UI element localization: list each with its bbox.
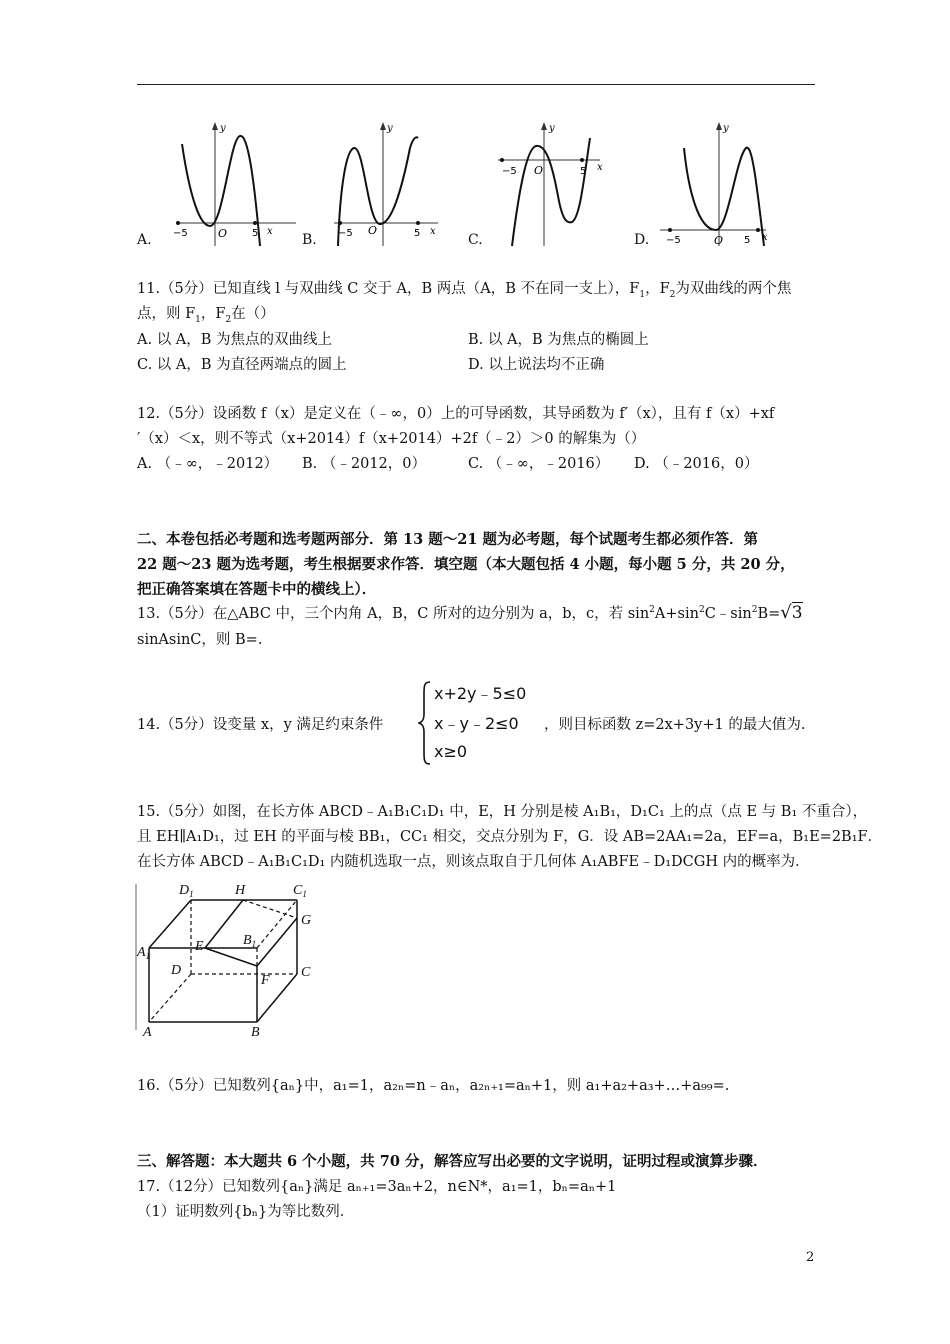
- q12-option-c: C. （﹣∞，﹣2016）: [468, 456, 610, 472]
- label-d1: $D_1$: [179, 883, 194, 899]
- axis-y-label: y: [549, 123, 555, 134]
- graph-a: [168, 118, 303, 250]
- q15-line2: 且 EH∥A₁D₁，过 EH 的平面与棱 BB₁，CC₁ 相交，交点分别为 F，G．设 AB=2AA₁=2a，EF=a，B₁E=2B₁F．: [137, 829, 883, 845]
- q14-prefix: 14.（5分）设变量 x，y 满足约束条件: [137, 717, 384, 733]
- q11-option-a: A. 以 A，B 为焦点的双曲线上: [137, 332, 333, 348]
- q11-option-b: B. 以 A，B 为焦点的椭圆上: [468, 332, 649, 348]
- sqrt-symbol: √: [780, 602, 792, 623]
- graph-b: [330, 118, 465, 250]
- label-c1: $C_1$: [293, 883, 307, 899]
- tick-neg5: −5: [173, 228, 188, 239]
- q12-option-a: A. （﹣∞，﹣2012）: [137, 456, 279, 472]
- origin-label: O: [368, 224, 378, 237]
- graph-label-d: D.: [634, 232, 650, 248]
- q13-line1: 13.（5分）在△ABC 中，三个内角 A，B，C 所对的边分别为 a，b，c，若 $\sin^2A+\sin^2C﹣\sin^2B=√3$: [137, 602, 803, 623]
- q16-text: 16.（5分）已知数列{aₙ}中，a₁=1，a₂ₙ=n﹣aₙ，a₂ₙ₊₁=aₙ+1，则 a₁+a₂+a₃+…+a₉₉=.: [137, 1078, 730, 1094]
- label-d: D: [171, 963, 182, 978]
- axis-x-label: x: [430, 226, 436, 237]
- axis-x-label: x: [762, 232, 768, 243]
- sqrt-argument: 3: [791, 603, 803, 623]
- tick-pos5: 5: [414, 228, 421, 239]
- label-c: C: [301, 965, 311, 980]
- q12-option-b: B. （﹣2012，0）: [302, 456, 427, 472]
- section2-heading-line1: 二、本卷包括必考题和选考题两部分．第 13 题～21 题为必考题，每个试题考生都必须作答．第: [137, 531, 758, 548]
- tick-pos5: 5: [252, 228, 259, 239]
- tick-neg5: −5: [666, 235, 681, 246]
- page-number: 2: [806, 1250, 815, 1265]
- q11-option-c: C. 以 A，B 为直径两端点的圆上: [137, 357, 347, 373]
- left-brace: [418, 680, 432, 766]
- axis-y-label: y: [220, 123, 226, 134]
- origin-label: O: [218, 227, 228, 240]
- q11-line1: 11.（5分）已知直线 l 与双曲线 C 交于 A，B 两点（A，B 不在同一支上），$F_1$，$F_2$为双曲线的两个焦: [137, 281, 792, 300]
- label-g: G: [301, 913, 312, 928]
- tick-neg5: −5: [502, 166, 517, 177]
- q15-line3: 在长方体 ABCD﹣A₁B₁C₁D₁ 内随机选取一点，则该点取自于几何体 A₁ABFE﹣D₁DCGH 内的概率为．: [137, 854, 810, 870]
- graph-label-a: A.: [137, 232, 152, 248]
- label-a: A: [143, 1025, 152, 1038]
- q17-line1: 17.（12分）已知数列{aₙ}满足 aₙ₊₁=3aₙ+2，n∈N*，a₁=1，bₙ=aₙ+1: [137, 1179, 617, 1195]
- q17-part1: （1）证明数列{bₙ}为等比数列．: [137, 1204, 355, 1220]
- axis-y-label: y: [387, 123, 393, 134]
- q13-line2: sinAsinC，则 B=.: [137, 632, 263, 648]
- q15-line1: 15.（5分）如图，在长方体 ABCD﹣A₁B₁C₁D₁ 中，E，H 分别是棱 A₁B₁，D₁C₁ 上的点（点 E 与 B₁ 不重合），: [137, 804, 868, 820]
- label-b: B: [251, 1025, 260, 1038]
- label-e: E: [195, 939, 204, 954]
- q12-line2: ′（x）＜x，则不等式（x+2014）f（x+2014）+2f（﹣2）＞0 的解集为（）: [137, 431, 646, 447]
- label-b1: $B_1$: [243, 933, 257, 949]
- q12-line1: 12.（5分）设函数 f（x）是定义在（﹣∞，0）上的可导函数，其导函数为 f′（x），且有 f（x）+xf: [137, 406, 775, 422]
- label-f: F: [261, 973, 270, 988]
- graph-c: [496, 118, 631, 250]
- section3-heading: 三、解答题：本大题共 6 个小题，共 70 分，解答应写出必要的文字说明，证明过程或演算步骤．: [137, 1153, 768, 1170]
- graph-d: [656, 118, 791, 250]
- graph-label-c: C.: [468, 232, 483, 248]
- tick-pos5: 5: [580, 166, 587, 177]
- tick-pos5: 5: [744, 235, 751, 246]
- q14-suffix: ，则目标函数 z=2x+3y+1 的最大值为.: [544, 717, 806, 733]
- origin-label: O: [714, 234, 724, 247]
- section2-heading-line2: 22 题～23 题为选考题，考生根据要求作答．填空题（本大题包括 4 小题，每小题 5 分，共 20 分，: [137, 556, 795, 573]
- axis-x-label: x: [597, 162, 603, 173]
- q12-option-d: D. （﹣2016，0）: [634, 456, 759, 472]
- constraint-2: x﹣y﹣2≤0: [434, 714, 519, 733]
- q11-option-d: D. 以上说法均不正确: [468, 357, 605, 373]
- header-rule: [137, 84, 815, 85]
- axis-y-label: y: [723, 123, 729, 134]
- label-a1: $A_1$: [137, 945, 151, 961]
- q11-line2: 点，则 $F_1$，$F_2$在（）: [137, 306, 275, 325]
- section2-heading-line3: 把正确答案填在答题卡中的横线上）．: [137, 581, 377, 598]
- cuboid-figure: [135, 878, 325, 1038]
- constraint-1: x+2y﹣5≤0: [434, 684, 527, 703]
- origin-label: O: [534, 164, 544, 177]
- constraint-3: x≥0: [434, 742, 468, 761]
- graph-label-b: B.: [302, 232, 317, 248]
- tick-neg5: −5: [338, 228, 353, 239]
- axis-x-label: x: [267, 226, 273, 237]
- label-h: H: [235, 883, 246, 898]
